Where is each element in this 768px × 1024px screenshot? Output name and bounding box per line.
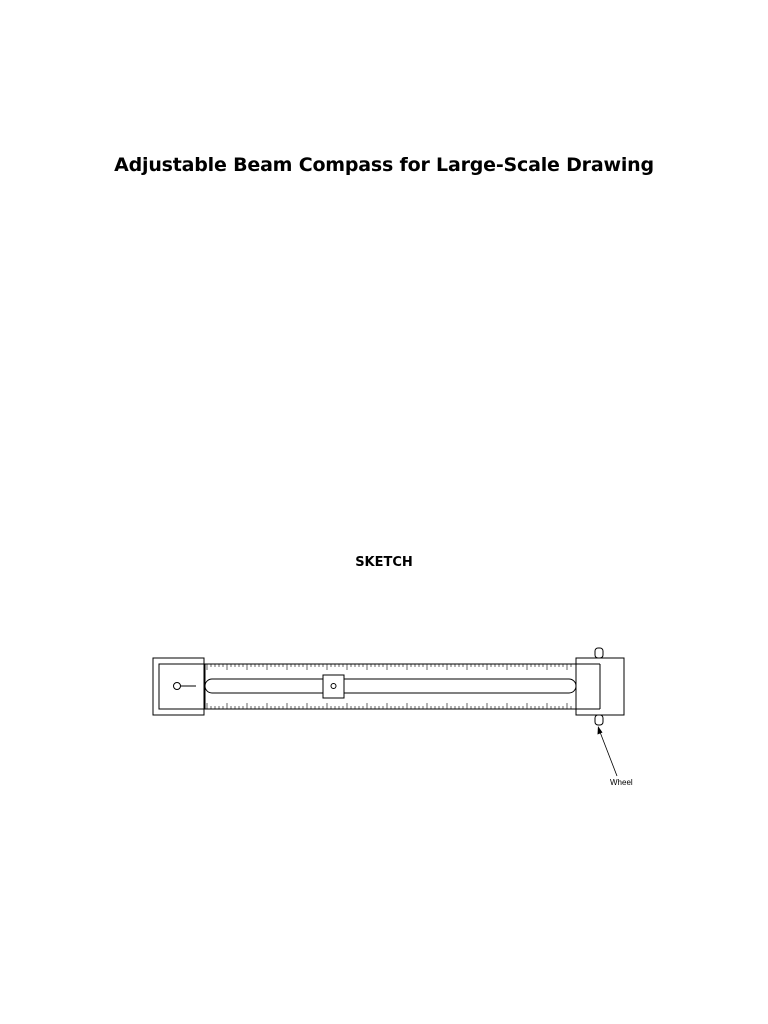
right-end-block	[576, 658, 624, 715]
document-title: Adjustable Beam Compass for Large-Scale Drawing	[114, 154, 654, 176]
wheel-label: Wheel	[610, 778, 633, 787]
slider-carriage	[323, 675, 344, 698]
slider-screw	[331, 684, 336, 689]
scale-ticks-top	[207, 664, 571, 670]
left-end-block	[153, 658, 205, 715]
wheel-callout-arrow	[598, 726, 618, 776]
scale-ticks-bottom	[207, 703, 571, 709]
pivot-point	[174, 683, 197, 690]
adjustment-slot	[205, 679, 576, 693]
sketch-heading: SKETCH	[355, 555, 413, 570]
beam-compass-sketch	[0, 600, 768, 800]
